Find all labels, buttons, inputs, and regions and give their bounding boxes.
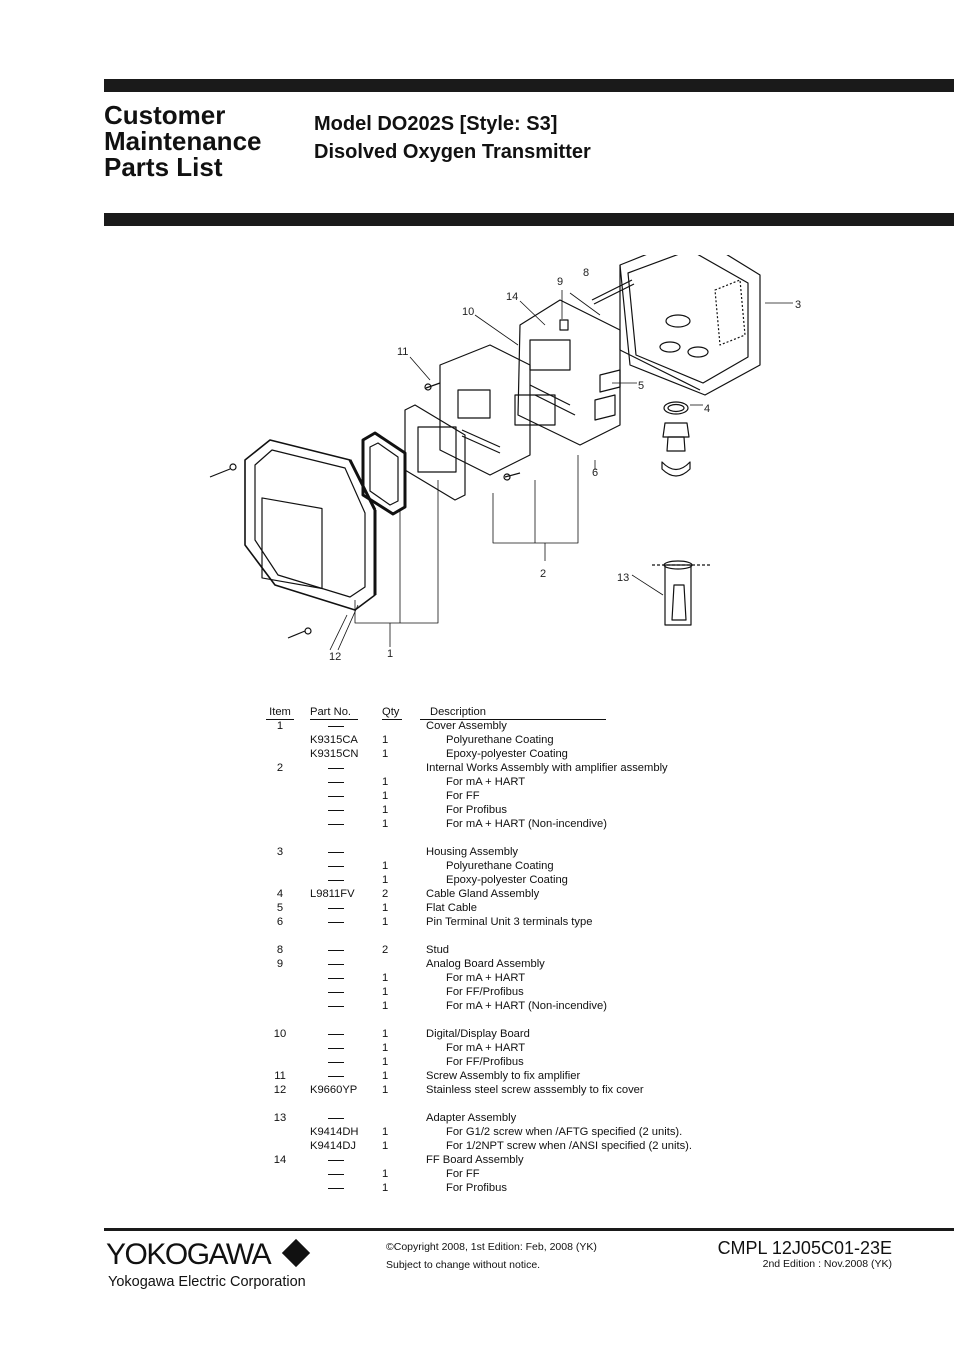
description-cell: Cover Assembly xyxy=(426,720,507,732)
qty-cell: 1 xyxy=(382,902,389,914)
qty-cell: 1 xyxy=(382,916,389,928)
no-part-number-dash xyxy=(328,1188,344,1189)
qty-cell: 1 xyxy=(382,986,389,998)
part-no-cell xyxy=(310,719,344,733)
part-no-cell xyxy=(310,915,344,929)
part-no-cell xyxy=(310,803,344,817)
description-cell: For mA + HART xyxy=(446,1042,526,1054)
description-cell: For mA + HART xyxy=(446,972,526,984)
stud xyxy=(592,280,634,304)
no-part-number-dash xyxy=(328,1174,344,1175)
no-part-number-dash xyxy=(328,1006,344,1007)
item-cell: 10 xyxy=(273,1028,287,1040)
part-no-cell: L9811FV xyxy=(310,888,355,900)
display-frame xyxy=(405,405,465,500)
item-cell: 4 xyxy=(276,888,284,900)
qty-cell: 1 xyxy=(382,818,389,830)
description-cell: Stud xyxy=(426,944,450,956)
analog-board-assembly xyxy=(518,300,620,445)
qty-cell: 1 xyxy=(382,790,389,802)
description-cell: For Profibus xyxy=(446,1182,507,1194)
no-part-number-dash xyxy=(328,950,344,951)
header-part-no: Part No. xyxy=(310,705,358,720)
model-line: Model DO202S [Style: S3] xyxy=(314,113,558,135)
qty-cell: 1 xyxy=(382,804,389,816)
callout-10: 10 xyxy=(462,306,475,318)
part-no-cell: K9315CN xyxy=(310,748,359,760)
qty-cell: 1 xyxy=(382,734,389,746)
footer-rule xyxy=(104,1228,954,1231)
top-rule xyxy=(104,79,954,92)
description-cell: Stainless steel screw asssembly to fix cover xyxy=(426,1084,644,1096)
qty-cell: 1 xyxy=(382,972,389,984)
description-cell: Analog Board Assembly xyxy=(426,958,545,970)
no-part-number-dash xyxy=(328,978,344,979)
description-cell: Flat Cable xyxy=(426,902,477,914)
header-qty: Qty xyxy=(382,705,402,720)
part-no-cell xyxy=(310,845,344,859)
callout-14: 14 xyxy=(506,291,519,303)
callout-3: 3 xyxy=(795,299,802,311)
item-cell: 9 xyxy=(276,958,284,970)
part-no-cell xyxy=(310,789,344,803)
callout-8: 8 xyxy=(583,267,590,279)
no-part-number-dash xyxy=(328,1076,344,1077)
callout-12: 12 xyxy=(329,651,342,663)
description-cell: For mA + HART (Non-incendive) xyxy=(446,818,607,830)
description-cell: Epoxy-polyester Coating xyxy=(446,874,568,886)
description-cell: For FF/Profibus xyxy=(446,1056,524,1068)
no-part-number-dash xyxy=(328,1118,344,1119)
qty-cell: 1 xyxy=(382,860,389,872)
qty-cell: 1 xyxy=(382,1028,389,1040)
part-no-cell xyxy=(310,1111,344,1125)
part-no-cell: K9414DH xyxy=(310,1126,359,1138)
no-part-number-dash xyxy=(328,992,344,993)
adapter-assembly xyxy=(652,561,710,625)
part-no-cell xyxy=(310,1181,344,1195)
part-no-cell xyxy=(310,1041,344,1055)
part-no-cell xyxy=(310,901,344,915)
doc-title-line-3: Parts List xyxy=(104,152,223,182)
item-cell: 14 xyxy=(273,1154,287,1166)
part-no-cell xyxy=(310,971,344,985)
copyright-block xyxy=(386,1238,597,1274)
part-no-cell: K9414DJ xyxy=(310,1140,357,1152)
description-cell: Cable Gland Assembly xyxy=(426,888,540,900)
qty-cell: 1 xyxy=(382,1000,389,1012)
no-part-number-dash xyxy=(328,782,344,783)
doc-title-line-2: Maintenance xyxy=(104,126,262,156)
part-no-cell xyxy=(310,859,344,873)
callout-5: 5 xyxy=(638,380,645,392)
part-no-cell xyxy=(310,1027,344,1041)
qty-cell: 1 xyxy=(382,1168,389,1180)
description-cell: Digital/Display Board xyxy=(426,1028,530,1040)
header-rule xyxy=(104,213,954,226)
description-cell: For FF xyxy=(446,790,480,802)
cover-screws xyxy=(210,464,311,638)
item-cell: 11 xyxy=(274,1070,286,1082)
notice-text: Subject to change without notice. xyxy=(386,1259,541,1271)
model-heading xyxy=(314,110,591,166)
no-part-number-dash xyxy=(328,852,344,853)
part-no-cell xyxy=(310,999,344,1013)
item-cell: 6 xyxy=(276,916,284,928)
item-cell: 13 xyxy=(273,1112,287,1124)
description-cell: For FF xyxy=(446,1168,480,1180)
no-part-number-dash xyxy=(328,922,344,923)
part-no-cell xyxy=(310,957,344,971)
item-cell: 12 xyxy=(273,1084,287,1096)
description-cell: For mA + HART xyxy=(446,776,526,788)
no-part-number-dash xyxy=(328,810,344,811)
callout-11: 11 xyxy=(397,346,409,358)
amplifier-screws xyxy=(425,383,520,480)
description-cell: Housing Assembly xyxy=(426,846,519,858)
part-no-cell xyxy=(310,1055,344,1069)
no-part-number-dash xyxy=(328,908,344,909)
part-no-cell xyxy=(310,1069,344,1083)
no-part-number-dash xyxy=(328,1034,344,1035)
part-no-cell xyxy=(310,943,344,957)
description-cell: Screw Assembly to fix amplifier xyxy=(426,1070,581,1082)
header-description: Description xyxy=(420,705,606,720)
cable-gland-assembly xyxy=(662,402,690,476)
edition-text: 2nd Edition : Nov.2008 (YK) xyxy=(762,1258,892,1270)
part-no-cell xyxy=(310,1153,344,1167)
part-no-cell: K9315CA xyxy=(310,734,358,746)
yokogawa-logo: YOKOGAWA xyxy=(106,1238,271,1271)
description-cell: For G1/2 screw when /AFTG specified (2 units). xyxy=(446,1126,683,1138)
callout-1: 1 xyxy=(387,648,394,660)
qty-cell: 1 xyxy=(382,1042,389,1054)
callout-4: 4 xyxy=(704,403,711,415)
part-no-cell xyxy=(310,817,344,831)
item-cell: 8 xyxy=(276,944,284,956)
product-line: Disolved Oxygen Transmitter xyxy=(314,141,591,163)
qty-cell: 1 xyxy=(382,874,389,886)
no-part-number-dash xyxy=(328,824,344,825)
item-cell: 3 xyxy=(276,846,284,858)
callout-6: 6 xyxy=(592,467,599,479)
qty-cell: 1 xyxy=(382,1126,389,1138)
item-cell: 5 xyxy=(276,902,284,914)
callout-9: 9 xyxy=(557,276,564,288)
no-part-number-dash xyxy=(328,964,344,965)
no-part-number-dash xyxy=(328,866,344,867)
description-cell: Pin Terminal Unit 3 terminals type xyxy=(426,916,593,928)
qty-cell: 1 xyxy=(382,1084,389,1096)
item-cell: 1 xyxy=(276,720,284,732)
document-title xyxy=(104,102,262,180)
callout-13: 13 xyxy=(617,572,630,584)
no-part-number-dash xyxy=(328,726,344,727)
qty-cell: 1 xyxy=(382,776,389,788)
description-cell: Adapter Assembly xyxy=(426,1112,517,1124)
no-part-number-dash xyxy=(328,1062,344,1063)
document-number: CMPL 12J05C01-23E xyxy=(717,1238,892,1258)
qty-cell: 1 xyxy=(382,748,389,760)
qty-cell: 1 xyxy=(382,1182,389,1194)
no-part-number-dash xyxy=(328,880,344,881)
description-cell: For 1/2NPT screw when /ANSI specified (2 units). xyxy=(446,1140,693,1152)
qty-cell: 1 xyxy=(382,1056,389,1068)
exploded-view-drawing xyxy=(200,255,820,675)
description-cell: Polyurethane Coating xyxy=(446,734,554,746)
qty-cell: 2 xyxy=(382,888,389,900)
description-cell: FF Board Assembly xyxy=(426,1154,524,1166)
description-cell: For FF/Profibus xyxy=(446,986,524,998)
description-cell: Epoxy-polyester Coating xyxy=(446,748,568,760)
description-cell: Polyurethane Coating xyxy=(446,860,554,872)
doc-title-line-1: Customer xyxy=(104,100,226,130)
description-cell: For Profibus xyxy=(446,804,507,816)
digital-display-board xyxy=(440,345,555,475)
housing-assembly xyxy=(620,255,760,395)
yokogawa-diamond-icon xyxy=(282,1239,310,1267)
part-no-cell xyxy=(310,985,344,999)
part-no-cell: K9660YP xyxy=(310,1084,358,1096)
no-part-number-dash xyxy=(328,1048,344,1049)
callout-2: 2 xyxy=(540,568,547,580)
corporation-name: Yokogawa Electric Corporation xyxy=(108,1274,306,1290)
no-part-number-dash xyxy=(328,796,344,797)
qty-cell: 2 xyxy=(382,944,389,956)
cover-assembly xyxy=(245,440,375,610)
part-no-cell xyxy=(310,761,344,775)
copyright-text: ©Copyright 2008, 1st Edition: Feb, 2008 (YK) xyxy=(386,1241,597,1253)
header-item: Item xyxy=(266,705,294,720)
description-cell: For mA + HART (Non-incendive) xyxy=(446,1000,607,1012)
part-no-cell xyxy=(310,775,344,789)
item-cell: 2 xyxy=(276,762,284,774)
part-no-cell xyxy=(310,1167,344,1181)
no-part-number-dash xyxy=(328,1160,344,1161)
part-no-cell xyxy=(310,873,344,887)
qty-cell: 1 xyxy=(382,1140,389,1152)
description-cell: Internal Works Assembly with amplifier assembly xyxy=(426,762,668,774)
no-part-number-dash xyxy=(328,768,344,769)
qty-cell: 1 xyxy=(382,1070,389,1082)
